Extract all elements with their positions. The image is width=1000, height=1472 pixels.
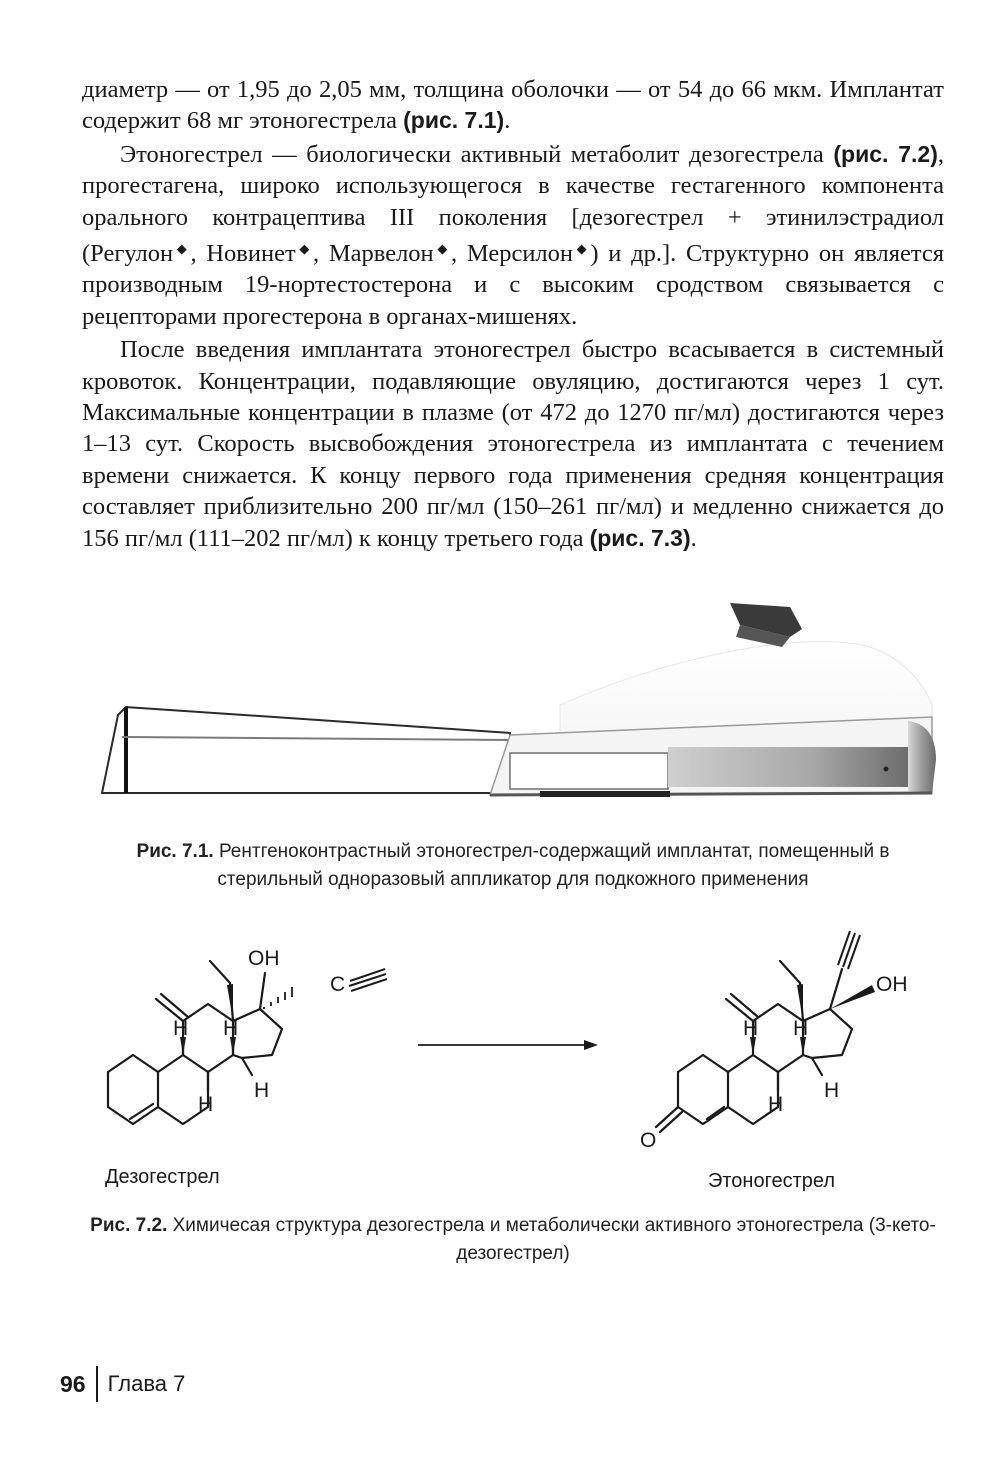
paragraph-2: Этоногестрел — биологически активный метаболит дезогестрела (рис. 7.2), прогестагена, широко использующегося в качестве гестагенного компонента орального контрацептива III поколения [дезогестрел + этинилэстрадиол (Регулон◆, Новинет◆, Марвелон◆, Мерсилон◆) и др.]. Структурно он является производным 19-нортестостерона и с высоким сродством связывается с рецепторами прогестерона в органах-мишенях. — [82, 140, 944, 330]
paragraph-3: После введения имплантата этоногестрел быстро всасывается в системный кровоток. Концентрации, подавляющие овуляцию, достигаются через 1 сут. Максимальные концентрации в плазме (от 472 до 1270 пг/мл) достигаются через 1–13 сут. Скорость высвобождения этоногестрела из имплантата с течением времени снижается. К концу первого года применения средняя концентрация составляет приблизительно 200 пг/мл (150–261 пг/мл) и медленно снижается до 156 пг/мл (111–202 пг/мл) к концу третьего года (рис. 7.3). — [82, 336, 944, 552]
atom-label: OH — [876, 973, 908, 996]
atom-label: H — [254, 1079, 270, 1102]
figure-ref: (рис. 7.1) — [403, 107, 505, 134]
atom-label: H — [223, 1017, 239, 1040]
chemical-structures — [60, 925, 960, 1205]
atom-label: H — [768, 1093, 784, 1116]
etonogestrel-label: Этоногестрел — [708, 1170, 835, 1192]
atom-label: O — [640, 1129, 657, 1152]
page-number: 96 — [60, 1370, 86, 1397]
atom-label: H — [793, 1017, 809, 1040]
atom-label: C — [330, 973, 346, 996]
atom-label: H — [824, 1079, 840, 1102]
figure-1-caption: Рис. 7.1. Рентгеноконтрастный этоногестрел-содержащий имплантат, помещенный в стерильный одноразовый аппликатор для подкожного применения — [136, 841, 890, 890]
trademark-mark: ◆ — [173, 241, 191, 257]
page-footer — [60, 1366, 185, 1402]
atom-label: H — [198, 1093, 214, 1116]
atom-label: OH — [248, 947, 280, 970]
atom-label: H — [173, 1017, 189, 1040]
trademark-mark: ◆ — [573, 241, 591, 257]
trademark-mark: ◆ — [295, 241, 313, 257]
implant-applicator-image — [90, 585, 940, 815]
figure-2-caption: Рис. 7.2. Химичесая структура дезогестрела и метаболически активного этоногестрела (3-кето-дезогестрел) — [90, 1215, 936, 1264]
atom-label: H — [743, 1017, 759, 1040]
paragraph-1: диаметр — от 1,95 до 2,05 мм, толщина оболочки — от 54 до 66 мкм. Имплантат содержит 68 мг этоногестрела (рис. 7.1). — [82, 76, 944, 135]
figure-ref: (рис. 7.3) — [589, 524, 691, 551]
desogestrel-label: Дезогестрел — [105, 1166, 220, 1188]
body-text — [82, 74, 944, 556]
footer-divider — [96, 1366, 98, 1402]
chapter-label: Глава 7 — [107, 1371, 186, 1396]
figure-ref: (рис. 7.2) — [833, 140, 938, 167]
trademark-mark: ◆ — [433, 241, 451, 257]
